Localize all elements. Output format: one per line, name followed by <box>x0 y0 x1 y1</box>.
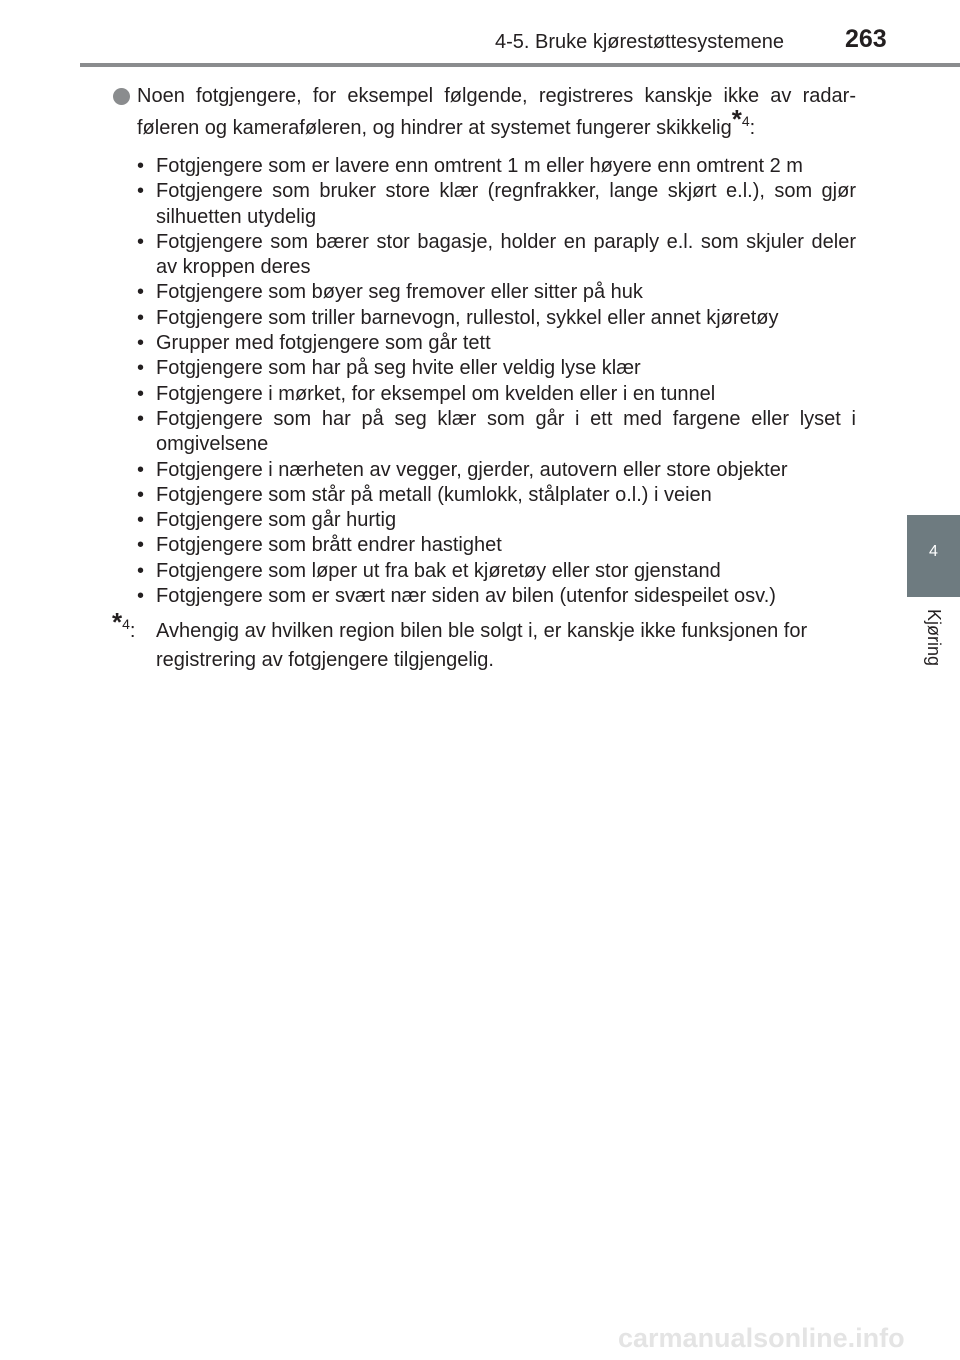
footnote <box>110 607 856 675</box>
list-item: • Fotgjengere som bærer stor bagasje, holder en paraply e.l. som skjuler deler av kroppen deres <box>137 230 856 281</box>
chapter-number: 4 <box>929 543 938 560</box>
list-item: • Fotgjengere som løper ut fra bak et kjøretøy eller stor gjenstand <box>137 559 856 584</box>
footnote-marker <box>112 607 136 646</box>
section-title: 4-5. Bruke kjørestøttesystemene <box>495 31 784 53</box>
list-item: • Fotgjengere som har på seg klær som går i ett med fargene eller lyset i omgivelsene <box>137 407 856 458</box>
footnote-number: 4 <box>122 616 130 633</box>
intro-text: Noen fotgjengere, for eksempel følgende, registreres kanskje ikke av radar-føleren og kameraføleren, og hindrer at systemet fungerer skikkelig <box>137 85 856 139</box>
intro-asterisk: * <box>731 104 742 134</box>
watermark-text: carmanualsonline.info <box>618 1323 905 1353</box>
footnote-separator: : <box>129 620 136 643</box>
footnote-asterisk: * <box>112 607 123 638</box>
chapter-label: Kjøring <box>924 609 944 667</box>
footnote-ref: 4 <box>741 113 750 129</box>
intro-paragraph <box>110 80 856 144</box>
round-bullet-icon <box>113 88 130 105</box>
page-number: 263 <box>845 25 887 53</box>
list-item: • Fotgjengere som har på seg hvite eller veldig lyse klær <box>137 356 856 381</box>
chapter-tab[interactable] <box>907 515 960 597</box>
list-item: • Fotgjengere som er lavere enn omtrent 1 m eller høyere enn omtrent 2 m <box>137 154 856 179</box>
list-item: • Fotgjengere som brått endrer hastighet <box>137 533 856 558</box>
intro-suffix: : <box>749 117 756 139</box>
list-item: • Fotgjengere som bruker store klær (regnfrakker, lange skjørt e.l.), som gjør silhuetten utydelig <box>137 179 856 230</box>
list-item: • Fotgjengere som bøyer seg fremover eller sitter på huk <box>137 280 856 305</box>
footnote-text: Avhengig av hvilken region bilen ble solgt i, er kanskje ikke funksjonen for registrering av fotgjengere tilgjengelig. <box>156 620 808 672</box>
list-item: • Fotgjengere som er svært nær siden av bilen (utenfor sidespeilet osv.) <box>137 584 856 609</box>
list-item: • Fotgjengere som går hurtig <box>137 508 856 533</box>
pedestrian-list <box>110 154 856 609</box>
header-divider <box>80 63 960 67</box>
list-item: • Fotgjengere som triller barnevogn, rullestol, sykkel eller annet kjøretøy <box>137 306 856 331</box>
list-item: • Fotgjengere i mørket, for eksempel om kvelden eller i en tunnel <box>137 382 856 407</box>
list-item: • Fotgjengere som står på metall (kumlokk, stålplater o.l.) i veien <box>137 483 856 508</box>
page-content <box>110 80 856 675</box>
list-item: • Fotgjengere i nærheten av vegger, gjerder, autovern eller store objekter <box>137 458 856 483</box>
list-item: • Grupper med fotgjengere som går tett <box>137 331 856 356</box>
